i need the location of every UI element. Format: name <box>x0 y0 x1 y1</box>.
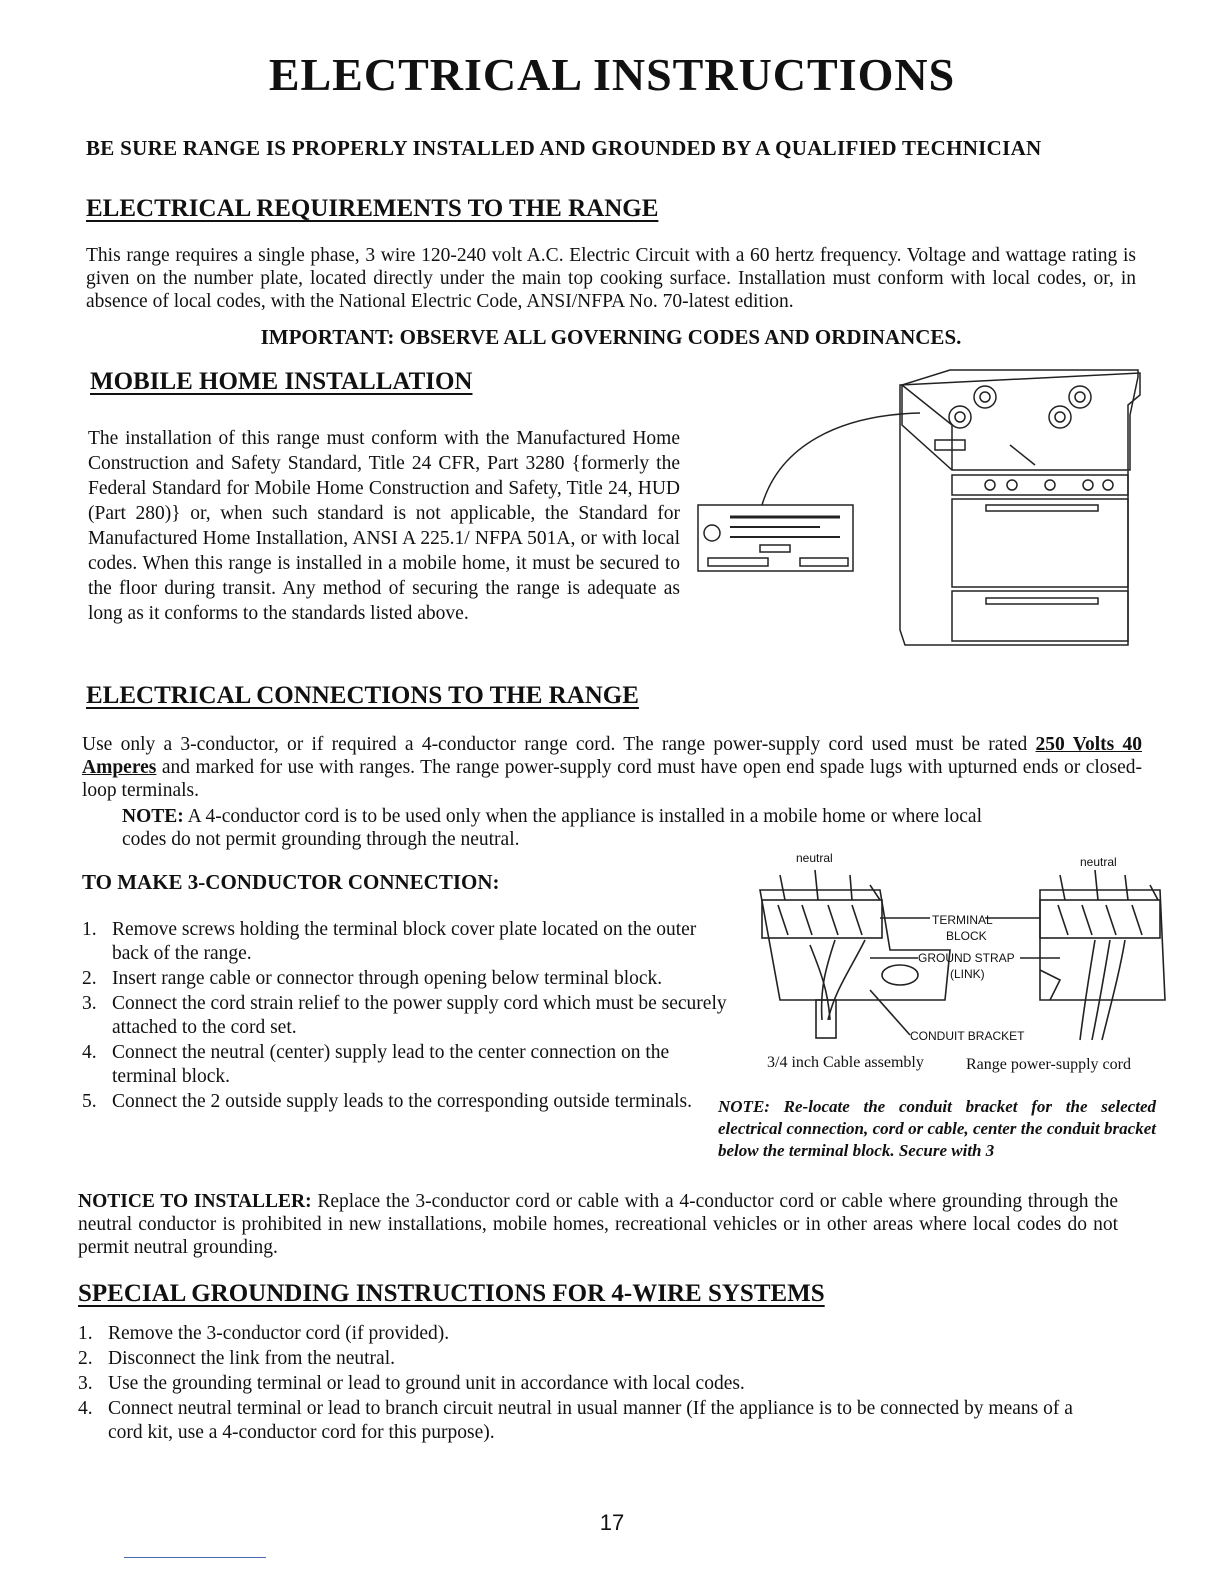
notice-text: Replace the 3-conductor cord or cable with a 4-conductor cord or cable where grounding through the neutral conductor is prohibited in new installations, mobile homes, recreational vehicles or in other areas where local codes do not permit neutral grounding. <box>78 1191 1119 1258</box>
notice-label: NOTICE TO INSTALLER: <box>78 1191 312 1212</box>
connections-heading: ELECTRICAL CONNECTIONS TO THE RANGE <box>86 682 639 709</box>
neutral-label-right: neutral <box>1080 855 1117 869</box>
page-subtitle: BE SURE RANGE IS PROPERLY INSTALLED AND GROUNDED BY A QUALIFIED TECHNICIAN <box>86 136 1042 160</box>
terminal-label-1: TERMINAL <box>932 913 993 927</box>
terminal-label-2: BLOCK <box>946 929 987 943</box>
special-grounding-steps <box>78 1322 1108 1446</box>
list-item: 1. Remove screws holding the terminal block cover plate located on the outer back of the range. <box>82 919 697 964</box>
ground-strap-label: GROUND STRAP <box>918 951 1015 965</box>
conduit-note: NOTE: Re-locate the conduit bracket for the selected electrical connection, cord or cable, center the conduit bracket below the terminal block. Secure with 3 <box>718 1097 1156 1160</box>
connections-body <box>82 733 1142 802</box>
rating-text: 250 Volts 40 Amperes <box>82 734 1142 778</box>
list-item: 3. Use the grounding terminal or lead to ground unit in accordance with local codes. <box>78 1373 745 1394</box>
important-notice: IMPORTANT: OBSERVE ALL GOVERNING CODES AND ORDINANCES. <box>260 325 962 349</box>
range-illustration <box>690 365 1150 655</box>
page-number: 17 <box>599 1510 625 1535</box>
conduit-bracket-label: CONDUIT BRACKET <box>910 1029 1025 1043</box>
note-label: NOTE: <box>122 806 184 827</box>
connections-body-pre: Use only a 3-conductor, or if required a 4-conductor range cord. The range power-supply cord used must be rated <box>82 734 1028 755</box>
special-grounding-heading: SPECIAL GROUNDING INSTRUCTIONS FOR 4-WIRE SYSTEMS <box>78 1280 825 1307</box>
footer-rule <box>124 1557 266 1558</box>
notice-to-installer <box>78 1190 1118 1259</box>
list-item: 2. Insert range cable or connector through opening below terminal block. <box>82 968 663 989</box>
connections-note <box>122 805 992 851</box>
list-item: 5. Connect the 2 outside supply leads to the corresponding outside terminals. <box>82 1091 693 1112</box>
burner-icons <box>949 386 1091 428</box>
list-item: 2. Disconnect the link from the neutral. <box>78 1348 395 1369</box>
three-conductor-heading: TO MAKE 3-CONDUCTOR CONNECTION: <box>82 870 500 894</box>
three-conductor-steps <box>82 918 732 1115</box>
mobile-home-heading: MOBILE HOME INSTALLATION <box>90 368 473 395</box>
requirements-heading: ELECTRICAL REQUIREMENTS TO THE RANGE <box>86 195 659 222</box>
list-item: 4. Connect the neutral (center) supply lead to the center connection on the terminal block. <box>82 1042 670 1087</box>
link-label: (LINK) <box>950 967 985 981</box>
list-item: 1. Remove the 3-conductor cord (if provided). <box>78 1323 450 1344</box>
mobile-home-body: The installation of this range must conform with the Manufactured Home Construction and Safety Standard, Title 24 CFR, Part 3280 {formerly the Federal Standard for Mobile Home Construction and Safety, Title 24, HUD (Part 280)} or, when such standard is not applicable, the Standard for Manufactured Home Installation, ANSI A 225.1/ NFPA 501A, or with local codes. When this range is installed in a mobile home, it must be secured to the floor during transit. Any method of securing the range is adequate as long as it conforms to the standards listed above. <box>88 428 680 624</box>
caption-cable-assembly: 3/4 inch Cable assembly <box>767 1054 924 1071</box>
connections-body-post: and marked for use with ranges. The range power-supply cord must have open end spade lugs with upturned ends or closed-loop terminals. <box>82 757 1143 801</box>
requirements-body: This range requires a single phase, 3 wire 120-240 volt A.C. Electric Circuit with a 60 hertz frequency. Voltage and wattage rating is given on the number plate, located directly under the main top cooking surface. Installation must conform with local codes, or, in absence of local codes, with the National Electric Code, ANSI/NFPA No. 70-latest edition. <box>86 245 1136 312</box>
page-title: ELECTRICAL INSTRUCTIONS <box>268 49 956 100</box>
note-text: A 4-conductor cord is to be used only when the appliance is installed in a mobile home or where local codes do not permit grounding through the neutral. <box>122 806 982 850</box>
list-item: 4. Connect neutral terminal or lead to branch circuit neutral in usual manner (If the appliance is to be connected by means of a cord kit, use a 4-conductor cord for this purpose). <box>78 1398 1073 1443</box>
neutral-label-left: neutral <box>796 851 833 865</box>
caption-power-supply-cord: Range power-supply cord <box>966 1056 1131 1073</box>
list-item: 3. Connect the cord strain relief to the power supply cord which must be securely attached to the cord set. <box>82 993 727 1038</box>
